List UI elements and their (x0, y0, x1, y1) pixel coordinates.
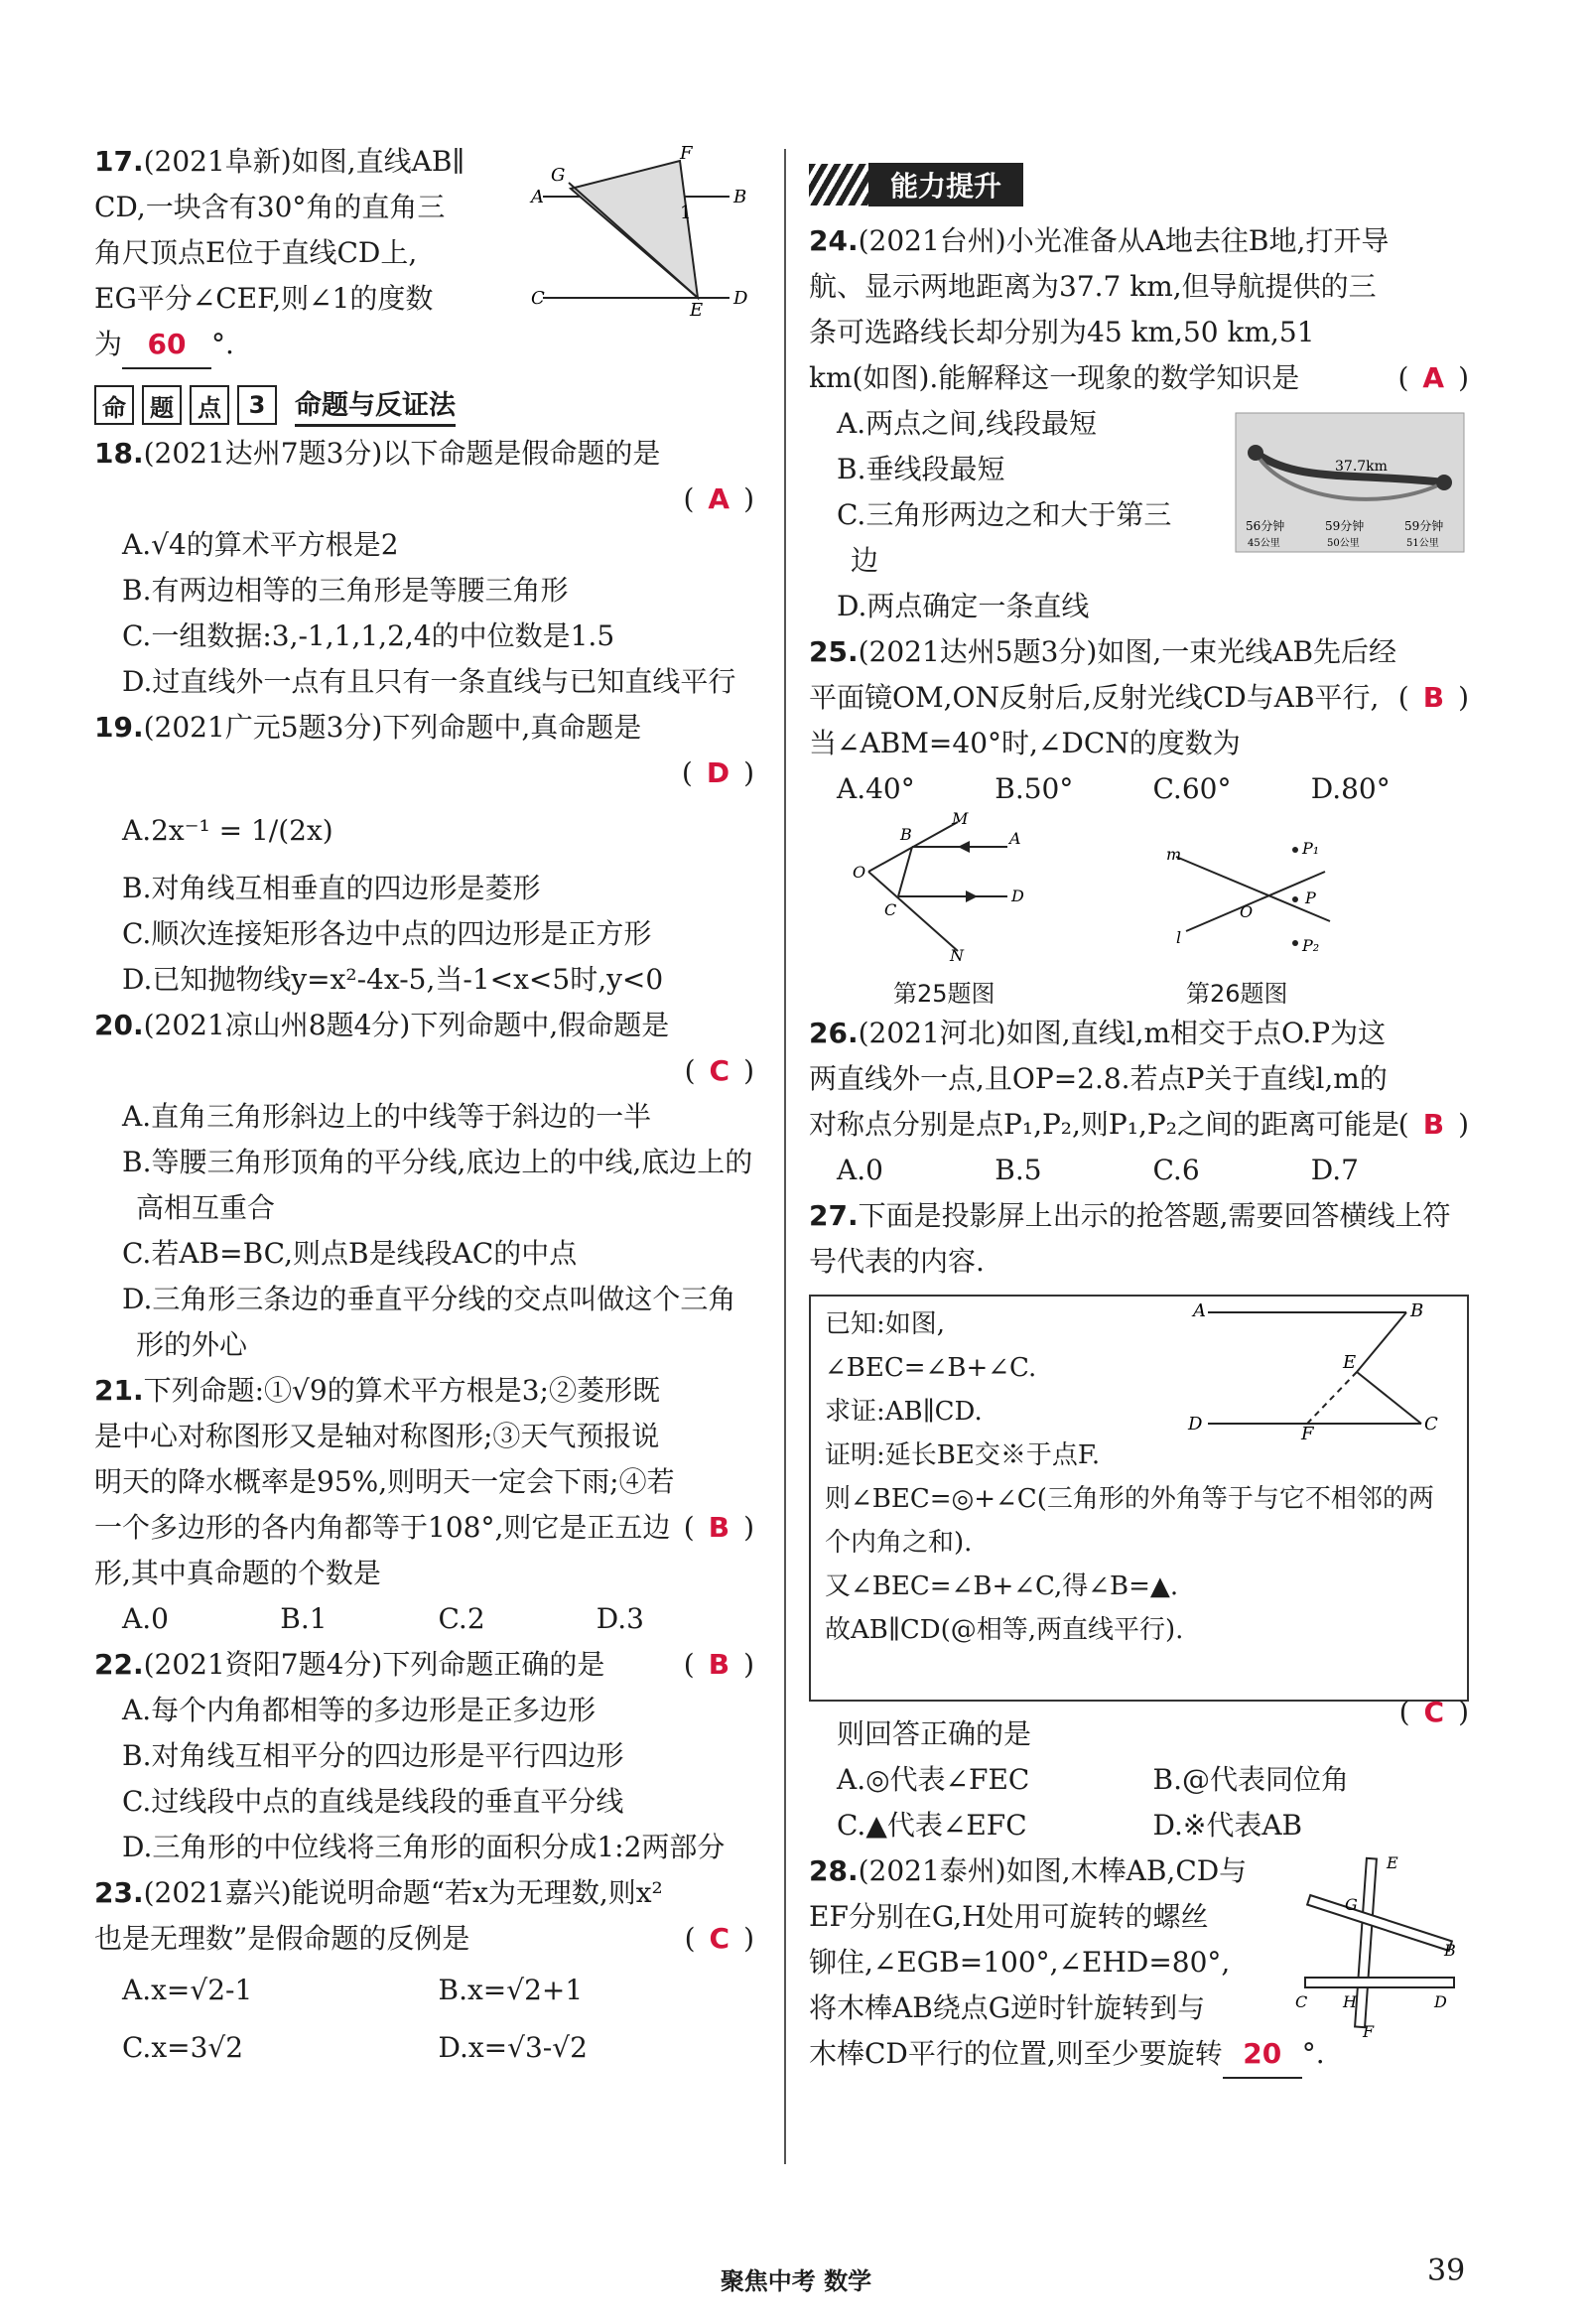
q21-option-b: B.1 (280, 1602, 328, 1635)
q19-answer: D (706, 756, 730, 789)
q18-answer: A (708, 482, 730, 515)
q28-stick-ab (1307, 1895, 1452, 1951)
q23-number: 23. (94, 1876, 144, 1909)
question-27 (809, 1193, 1469, 1848)
q24-option-d: D.两点确定一条直线 (837, 590, 1090, 622)
q21-stem: 下列命题:①√9的算术平方根是3;②菱形既是中心对称图形又是轴对称图形;③天气预报说明天的降水概率是95%,则明天一定会下雨;④若一个多边形的各内角都等于108°,则它是正五边形,其中真命题的个数是 (94, 1374, 675, 1589)
q25-label-a: A (1009, 829, 1021, 848)
q24-km-3: 51公里 (1406, 538, 1439, 549)
q23-options-row1 (94, 1962, 754, 2019)
q17-number: 17. (94, 145, 144, 178)
question-20 (94, 1003, 754, 1368)
q18-stem: (2021达州7题3分)以下命题是假命题的是 (143, 437, 661, 470)
q18-option-a: A.√4的算术平方根是2 (122, 528, 399, 561)
q28-label-g: G (1345, 1895, 1358, 1914)
q17-line2: CD,一块含有30°角的直角三 (94, 191, 446, 223)
q27-box-line-3: 求证:AB∥CD. (825, 1397, 983, 1427)
page-number: 39 (1427, 2254, 1466, 2288)
q27-tail: 则回答正确的是 (837, 1717, 1032, 1750)
q28-stick-ef (1355, 1858, 1377, 2027)
question-25 (809, 629, 1469, 1011)
q17-label-b: B (733, 187, 747, 207)
q26-line-l (1186, 872, 1325, 931)
ability-banner (809, 159, 1469, 210)
q17-line1: (2021阜新)如图,直线AB∥ (143, 145, 465, 178)
q24-answer-line: ( A ) (1397, 361, 1469, 394)
question-21 (94, 1368, 754, 1642)
q21-option-d: D.3 (596, 1602, 644, 1635)
section-char-1: 命 (94, 385, 134, 425)
q27-option-c: C.▲代表∠EFC (837, 1809, 1027, 1842)
q28-label-h: H (1343, 1992, 1357, 2011)
q22-stem: (2021资阳7题4分)下列命题正确的是 (143, 1648, 605, 1681)
q26-answer-line: ( B ) (1397, 1108, 1469, 1141)
q22-number: 22. (94, 1648, 144, 1681)
q24-distance: 37.7km (1335, 459, 1388, 475)
q28-line2: EF分别在G,H处用可旋转的螺丝 (809, 1900, 1209, 1933)
q24-answer: A (1422, 361, 1445, 394)
q27-line-ef (1307, 1372, 1357, 1424)
q19-option-c: C.顺次连接矩形各边中点的四边形是正方形 (122, 917, 652, 950)
q25-figure (849, 809, 1047, 965)
q23-stem: (2021嘉兴)能说明命题“若x为无理数,则x²也是无理数”是假命题的反例是 (94, 1876, 663, 1955)
q26-point-p (1292, 896, 1298, 902)
q17-line5a: 为 (94, 328, 123, 360)
q22-option-d: D.三角形的中位线将三角形的面积分成1:2两部分 (122, 1831, 726, 1863)
q27-option-b: B.@代表同位角 (1152, 1763, 1349, 1796)
q27-answer: C (1423, 1696, 1445, 1728)
question-17 (94, 139, 754, 377)
q23-option-b: B.x=√2+1 (438, 1974, 584, 2006)
q17-answer: 60 (122, 322, 211, 369)
q23-option-c: C.x=3√2 (122, 2031, 244, 2064)
q25-options (809, 766, 1469, 812)
q25-option-c: C.60° (1152, 772, 1232, 805)
q26-point-p2 (1292, 940, 1298, 946)
q22-option-c: C.过线段中点的直线是线段的垂直平分线 (122, 1785, 624, 1818)
q20-option-a: A.直角三角形斜边上的中线等于斜边的一半 (122, 1100, 652, 1133)
q17-line3: 角尺顶点E位于直线CD上, (94, 236, 418, 269)
q26-label-p1: P₁ (1302, 839, 1320, 858)
q23-answer: C (709, 1922, 730, 1955)
q20-stem: (2021凉山州8题4分)下列命题中,假命题是 (143, 1009, 670, 1041)
q18-option-b: B.有两边相等的三角形是等腰三角形 (122, 574, 569, 607)
left-column (94, 139, 754, 2077)
q28-figure (1295, 1848, 1464, 2041)
q17-label-d: D (733, 288, 748, 309)
q27-option-d: D.※代表AB (1152, 1809, 1303, 1842)
q27-box-line-1: 已知:如图, (825, 1309, 946, 1339)
q28-line4: 将木棒AB绕点G逆时针旋转到与 (809, 1991, 1206, 2024)
q25-number: 25. (809, 635, 859, 668)
q24-km-1: 45公里 (1248, 538, 1280, 549)
q22-option-b: B.对角线互相平分的四边形是平行四边形 (122, 1739, 624, 1772)
q27-box-line-7: 故AB∥CD(@相等,两直线平行). (825, 1615, 1184, 1645)
banner-stripes (809, 164, 868, 205)
right-column (809, 159, 1469, 2087)
q23-answer-line: ( C ) (684, 1922, 754, 1955)
q21-option-c: C.2 (438, 1602, 485, 1635)
q24-number: 24. (809, 224, 859, 257)
q19-number: 19. (94, 711, 144, 744)
q27-options-row2 (809, 1803, 1469, 1848)
q27-label-f: F (1301, 1424, 1314, 1444)
q17-label-1: 1 (680, 203, 692, 223)
q24-start-marker (1248, 445, 1263, 461)
q21-options (94, 1596, 754, 1642)
q17-triangle (571, 161, 698, 298)
q17-label-e: E (690, 300, 704, 321)
question-19 (94, 705, 754, 1003)
q28-number: 28. (809, 1854, 859, 1887)
q17-label-c: C (531, 288, 545, 309)
q24-option-a: A.两点之间,线段最短 (837, 407, 1098, 440)
section-3-header (94, 383, 754, 427)
q24-time-2: 59分钟 (1325, 519, 1365, 533)
q25-arrow-cd (966, 890, 978, 902)
q18-option-d: D.过直线外一点有且只有一条直线与已知直线平行 (122, 665, 736, 698)
question-24 (809, 218, 1469, 629)
q17-figure (531, 143, 749, 321)
q28-line5a: 木棒CD平行的位置,则至少要旋转 (809, 2037, 1223, 2070)
q26-point-p1 (1292, 847, 1298, 853)
q25-answer-line: ( B ) (1397, 681, 1469, 714)
q25-option-d: D.80° (1310, 772, 1391, 805)
q25-label-n: N (950, 946, 964, 965)
q20-option-c: C.若AB=BC,则点B是线段AC的中点 (122, 1237, 578, 1270)
q26-options (809, 1148, 1469, 1193)
q27-answer-line: ( C ) (1398, 1696, 1469, 1728)
q27-figure (1178, 1300, 1438, 1444)
question-18 (94, 431, 754, 705)
q27-label-b: B (1410, 1300, 1424, 1321)
section-title: 命题与反证法 (295, 383, 456, 427)
q23-options-row2 (94, 2019, 754, 2077)
q25-option-a: A.40° (837, 772, 915, 805)
q26-label-m: m (1166, 845, 1182, 864)
q17-line5b: °. (211, 328, 234, 360)
question-22 (94, 1642, 754, 1870)
q28-answer: 20 (1223, 2031, 1302, 2079)
q27-label-a: A (1193, 1300, 1206, 1321)
q27-stem: 下面是投影屏上出示的抢答题,需要回答横线上符号代表的内容. (809, 1199, 1451, 1278)
q24-option-b: B.垂线段最短 (837, 453, 1005, 485)
q28-label-d: D (1434, 1992, 1447, 2011)
page-footer: 聚焦中考 数学 (720, 2267, 872, 2295)
q22-answer: B (708, 1648, 730, 1681)
q18-number: 18. (94, 437, 144, 470)
q18-answer-line: ( A ) (683, 482, 754, 515)
q27-proof-box (809, 1295, 1469, 1702)
q26-option-a: A.0 (837, 1154, 883, 1186)
question-23 (94, 1870, 754, 2077)
q24-time-3: 59分钟 (1404, 519, 1444, 533)
q19-option-b: B.对角线互相垂直的四边形是菱形 (122, 872, 541, 904)
q27-box-line-6: 又∠BEC=∠B+∠C,得∠B=▲. (825, 1572, 1179, 1601)
q25-arrow-ab (958, 841, 970, 853)
question-28 (809, 1848, 1469, 2087)
q25-option-b: B.50° (995, 772, 1074, 805)
q25-label-b: B (900, 825, 912, 844)
q21-answer-line: ( B ) (683, 1511, 754, 1544)
q26-label-l: l (1176, 928, 1182, 947)
q19-answer-line: ( D ) (681, 756, 754, 789)
q25-label-o: O (853, 863, 866, 882)
q26-label-p: P (1305, 889, 1316, 907)
q19-stem: (2021广元5题3分)下列命题中,真命题是 (143, 711, 642, 744)
q20-number: 20. (94, 1009, 144, 1041)
section-char-2: 题 (142, 385, 182, 425)
section-char-3: 点 (190, 385, 229, 425)
q25-answer: B (1422, 681, 1445, 714)
q27-label-d: D (1188, 1414, 1203, 1435)
q27-line-be (1357, 1312, 1406, 1372)
q21-answer: B (708, 1511, 730, 1544)
q25-label-m: M (952, 809, 969, 828)
section-number: 3 (237, 385, 277, 425)
q25-label-d: D (1011, 887, 1024, 905)
q25-mirror-on (868, 872, 958, 951)
q24-stem: (2021台州)小光准备从A地去往B地,打开导航、显示两地距离为37.7 km,但导航提供的三条可选路线长却分别为45 km,50 km,51 km(如图).能解释这一现象的数学知识是 (809, 224, 1390, 394)
q27-box-line-4: 证明:延长BE交※于点F. (825, 1440, 1101, 1470)
q22-option-a: A.每个内角都相等的多边形是正多边形 (122, 1694, 597, 1726)
q28-label-f: F (1363, 2022, 1375, 2041)
q17-label-a: A (531, 187, 544, 207)
q26-option-b: B.5 (995, 1154, 1042, 1186)
q17-label-g: G (551, 165, 566, 186)
q25-stem: (2021达州5题3分)如图,一束光线AB先后经平面镜OM,ON反射后,反射光线CD与AB平行,当∠ABM=40°时,∠DCN的度数为 (809, 635, 1397, 759)
q20-option-b: B.等腰三角形顶角的平分线,底边上的中线,底边上的高相互重合 (122, 1146, 753, 1224)
q27-label-e: E (1343, 1352, 1357, 1373)
banner-label: 能力提升 (868, 163, 1023, 206)
q20-option-d: D.三角形三条边的垂直平分线的交点叫做这个三角形的外心 (122, 1283, 736, 1361)
q26-stem: (2021河北)如图,直线l,m相交于点O.P为这两直线外一点,且OP=2.8.若点P关于直线l,m的对称点分别是点P₁,P₂,则P₁,P₂之间的距离可能是 (809, 1017, 1399, 1141)
q24-map-figure (1236, 413, 1464, 552)
q27-line-ec (1357, 1372, 1421, 1424)
q21-option-a: A.0 (122, 1602, 169, 1635)
q25-caption: 第25题图 (893, 980, 995, 1008)
q21-number: 21. (94, 1374, 144, 1407)
q28-label-c: C (1295, 1992, 1308, 2011)
q27-options-row1 (809, 1757, 1469, 1803)
q26-label-p2: P₂ (1302, 936, 1320, 955)
q28-label-e: E (1387, 1853, 1398, 1872)
q20-answer-line: ( C ) (684, 1054, 754, 1087)
q18-option-c: C.一组数据:3,-1,1,1,2,4的中位数是1.5 (122, 619, 615, 652)
q24-option-c: C.三角形两边之和大于第三边 (837, 498, 1172, 577)
q27-label-c: C (1424, 1414, 1438, 1435)
q19-option-a: A.2x⁻¹ = 1/(2x) (122, 814, 333, 847)
q27-option-a: A.◎代表∠FEC (837, 1763, 1030, 1796)
q25-label-c: C (884, 900, 897, 919)
q27-box-line-2: ∠BEC=∠B+∠C. (825, 1353, 1037, 1383)
q23-option-a: A.x=√2-1 (122, 1974, 253, 2006)
q26-label-o: O (1240, 902, 1254, 921)
q28-line1: (2021泰州)如图,木棒AB,CD与 (858, 1854, 1248, 1887)
q19-option-d: D.已知抛物线y=x²-4x-5,当-1<x<5时,y<0 (122, 963, 664, 996)
q28-line3: 铆住,∠EGB=100°,∠EHD=80°, (809, 1946, 1231, 1979)
q24-km-2: 50公里 (1327, 538, 1360, 549)
q26-caption: 第26题图 (1186, 980, 1288, 1008)
q26-option-d: D.7 (1310, 1154, 1359, 1186)
q28-label-b: B (1444, 1941, 1456, 1960)
q26-answer: B (1422, 1108, 1445, 1141)
q20-answer: C (709, 1054, 730, 1087)
q26-number: 26. (809, 1017, 859, 1049)
q23-option-d: D.x=√3-√2 (438, 2031, 588, 2064)
q17-line4: EG平分∠CEF,则∠1的度数 (94, 282, 434, 315)
q24-end-marker (1436, 475, 1452, 490)
q26-figure (1166, 832, 1345, 961)
q17-label-f: F (680, 143, 693, 164)
column-divider (784, 149, 786, 2164)
q22-answer-line: ( B ) (683, 1648, 754, 1681)
q25-q26-figures (809, 809, 1469, 1011)
q24-time-1: 56分钟 (1246, 519, 1285, 533)
q28-stick-cd (1305, 1978, 1454, 1987)
q26-option-c: C.6 (1152, 1154, 1200, 1186)
question-26 (809, 1011, 1469, 1193)
q28-line5b: °. (1301, 2037, 1325, 2070)
q27-box-line-5: 则∠BEC=◎+∠C(三角形的外角等于与它不相邻的两个内角之和). (825, 1484, 1434, 1558)
q27-number: 27. (809, 1199, 859, 1232)
